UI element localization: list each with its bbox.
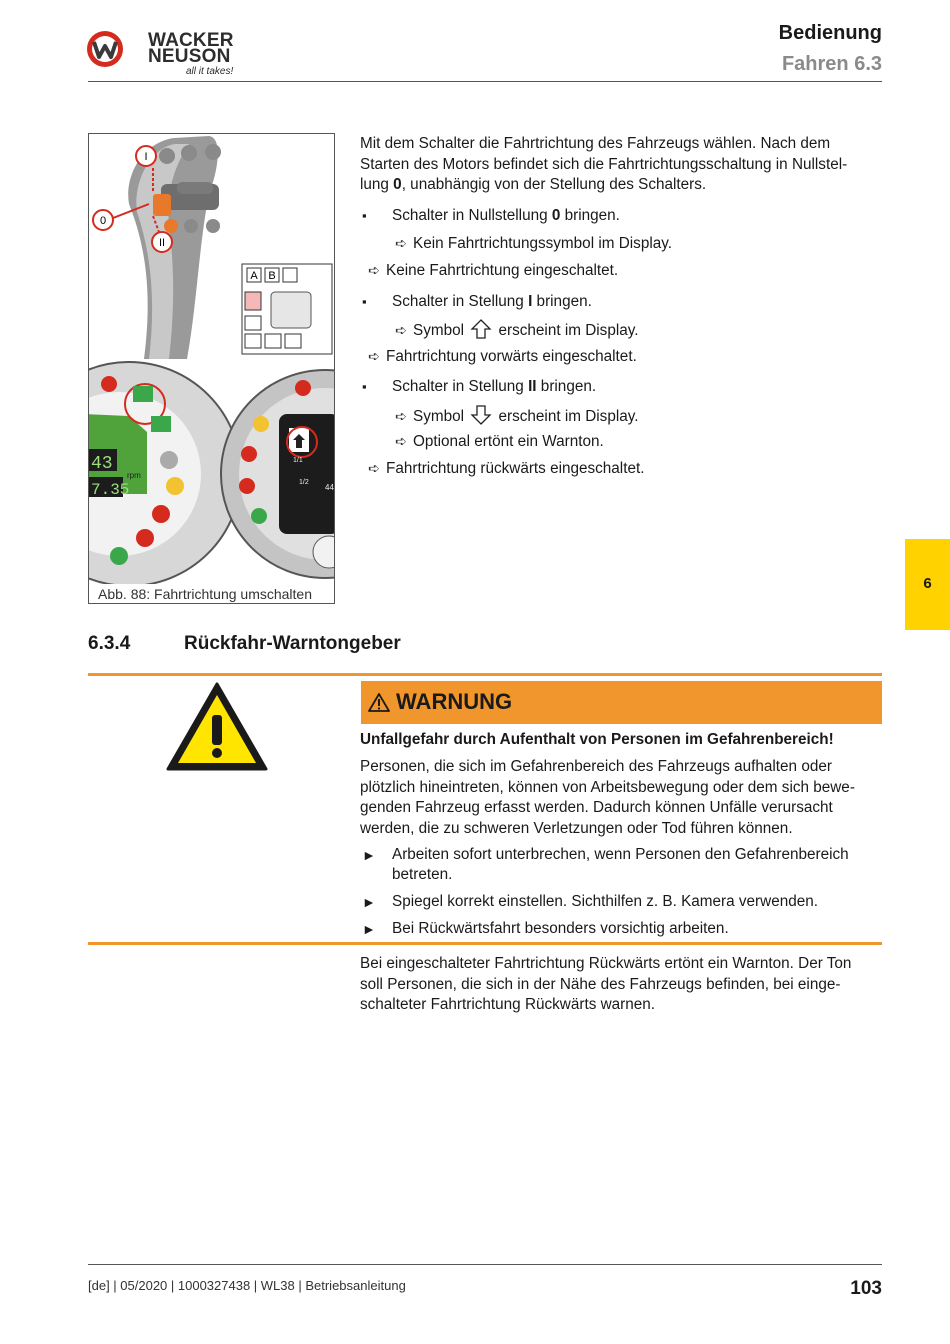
warning-triangle-icon: [165, 681, 269, 773]
figure-caption: Abb. 88: Fahrtrichtung umschalten: [98, 586, 313, 602]
display-1-2: 1/2: [299, 479, 309, 486]
display-44: 44: [325, 483, 334, 492]
intro-line-1: Mit dem Schalter die Fahrtrichtung des Fahrzeugs wählen. Nach dem: [360, 135, 831, 152]
display-value-43: 43: [91, 454, 113, 474]
brand-tagline: all it takes!: [186, 66, 234, 77]
step-2-action: Schalter in Stellung I bringen.: [392, 293, 592, 310]
measure-3: Bei Rückwärtsfahrt besonders vorsichtig arbeiten.: [392, 920, 729, 937]
arrow-right-outline-icon: ➪: [368, 348, 380, 364]
step-1-action: Schalter in Nullstellung 0 bringen.: [392, 207, 620, 224]
closing-line: schalteter Fahrtrichtung Rückwärts warnen.: [360, 996, 656, 1013]
chapter-tab-label: 6: [923, 575, 932, 592]
warning-body-line: werden, die zu schweren Verletzungen oder Tod führen können.: [360, 819, 793, 837]
figure-direction-switch: [88, 133, 335, 604]
closing-paragraph: [360, 954, 882, 1016]
warning-body-line: genden Fahrzeug erfasst werden. Dadurch können Unfälle verursacht: [360, 799, 833, 816]
callout-I: I: [144, 151, 148, 163]
warning-triangle-icon: [368, 693, 390, 712]
square-bullet-icon: ▪: [362, 208, 367, 223]
section-subtitle: Fahren 6.3: [781, 53, 882, 75]
warning-body-line: plötzlich hineintreten, können von Arbeitsbewegung oder dem sich bewe-: [360, 778, 855, 796]
brand-line-2: NEUSON: [148, 46, 231, 67]
square-bullet-icon: ▪: [362, 294, 367, 309]
section-title: Rückfahr-Warntongeber: [184, 633, 401, 654]
display-1-1: 1/1: [293, 457, 303, 464]
arrow-up-outline-icon: [470, 318, 492, 340]
warning-top-rule: [88, 673, 882, 676]
key-b: B: [268, 270, 276, 282]
arrow-right-outline-icon: ➪: [395, 408, 407, 424]
header-divider: [88, 81, 882, 82]
intro-line-2: Starten des Motors befindet sich die Fahrtrichtungsschaltung in Nullstel-: [360, 155, 848, 173]
step-2-result: ➪ Fahrtrichtung vorwärts eingeschaltet.: [368, 348, 637, 365]
step-3-extra: ➪ Optional ertönt ein Warnton.: [395, 433, 604, 450]
intro-line-3: lung 0, unabhängig von der Stellung des Schalters.: [360, 176, 707, 193]
page-number: 103: [850, 1278, 882, 1299]
arrow-right-outline-icon: ➪: [395, 322, 407, 338]
step-3-result: ➪ Fahrtrichtung rückwärts eingeschaltet.: [368, 460, 645, 477]
warning-body: [360, 757, 882, 839]
step-1-sub: ➪ Kein Fahrtrichtungssymbol im Display.: [395, 235, 673, 252]
figure-illustration: [89, 134, 335, 604]
triangle-bullet-icon: ►: [362, 921, 376, 937]
arrow-right-outline-icon: ➪: [395, 235, 407, 251]
triangle-bullet-icon: ►: [362, 847, 376, 863]
arrow-right-outline-icon: ➪: [395, 433, 407, 449]
section-number: 6.3.4: [88, 633, 131, 654]
square-bullet-icon: ▪: [362, 379, 367, 394]
step-3-action: Schalter in Stellung II bringen.: [392, 378, 597, 395]
brand-wordmark: [148, 30, 240, 79]
arrow-right-outline-icon: ➪: [368, 262, 380, 278]
footer-divider: [88, 1264, 882, 1265]
measure-1-cont: betreten.: [392, 866, 453, 883]
footer-info: [de] | 05/2020 | 1000327438 | WL38 | Betriebsanleitung: [88, 1278, 406, 1293]
wacker-logo-icon: [86, 30, 124, 68]
display-value-735: 7.35: [91, 481, 130, 499]
intro-paragraph: [360, 134, 882, 196]
callout-II: II: [158, 237, 166, 249]
key-a: A: [250, 270, 258, 282]
step-2-sub: ➪ Symbol erscheint im Display.: [395, 318, 639, 342]
warning-bottom-rule: [88, 942, 882, 945]
closing-line: Bei eingeschalteter Fahrtrichtung Rückwärts ertönt ein Warnton. Der Ton: [360, 955, 852, 972]
warning-body-line: Personen, die sich im Gefahrenbereich des Fahrzeugs aufhalten oder: [360, 758, 832, 775]
measure-2: Spiegel korrekt einstellen. Sichthilfen z. B. Kamera verwenden.: [392, 893, 818, 910]
chapter-title: Bedienung: [778, 22, 882, 44]
triangle-bullet-icon: ►: [362, 894, 376, 910]
warning-label: WARNUNG: [396, 689, 513, 714]
step-1-result: ➪ Keine Fahrtrichtung eingeschaltet.: [368, 262, 619, 279]
display-rpm: rpm: [127, 471, 141, 480]
arrow-right-outline-icon: ➪: [368, 460, 380, 476]
callout-0: 0: [99, 215, 107, 227]
warning-headline: Unfallgefahr durch Aufenthalt von Personen im Gefahrenbereich!: [360, 731, 834, 748]
closing-line: soll Personen, die sich in der Nähe des Fahrzeugs befinden, bei einge-: [360, 975, 841, 993]
step-3-sub: ➪ Symbol erscheint im Display.: [395, 404, 639, 428]
brand-line-1: WACKER: [148, 30, 234, 51]
measure-1: Arbeiten sofort unterbrechen, wenn Personen den Gefahrenbereich: [392, 846, 849, 863]
arrow-down-outline-icon: [470, 404, 492, 426]
